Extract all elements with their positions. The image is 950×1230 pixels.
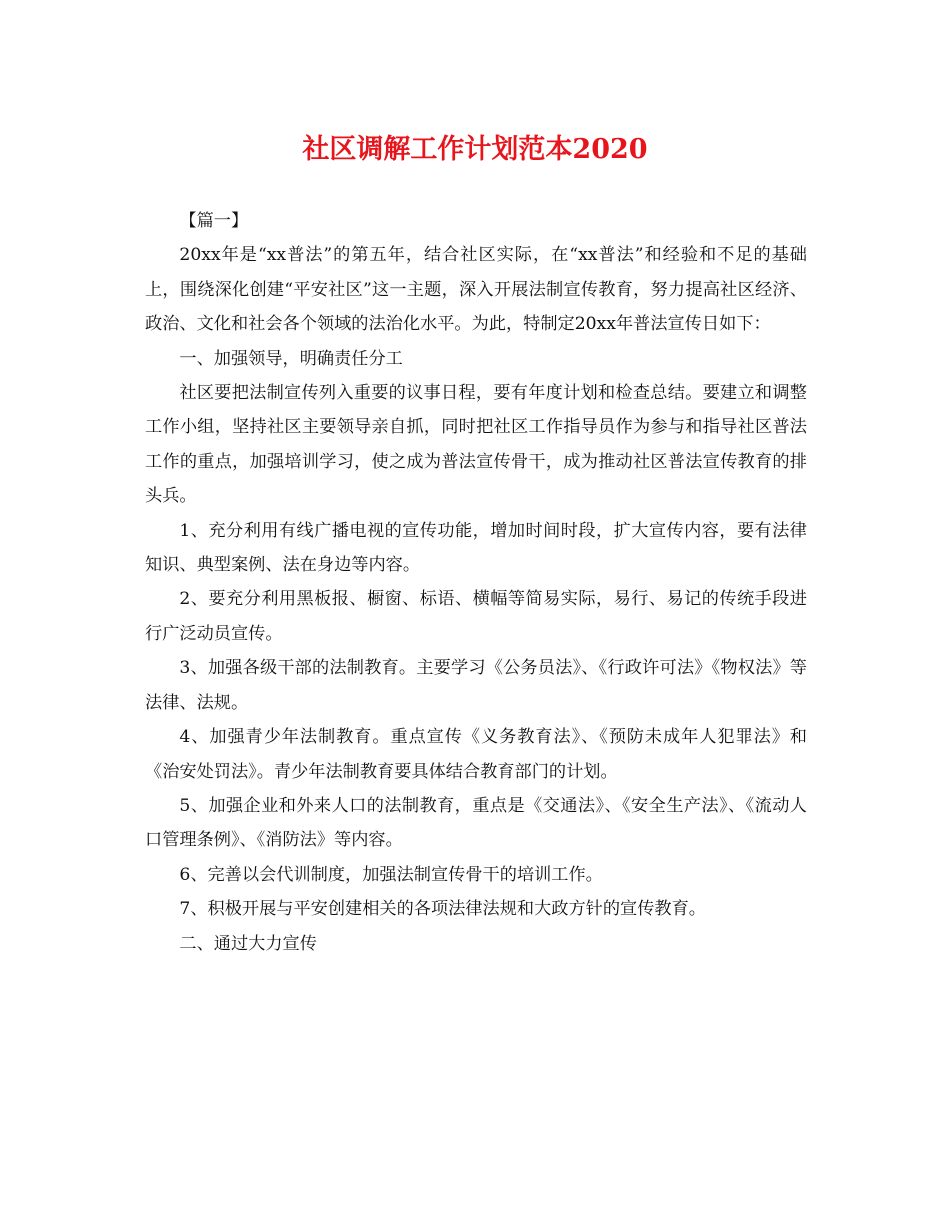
intro-paragraph: 20xx年是“xx普法”的第五年，结合社区实际，在“xx普法”和经验和不足的基础上，围绕深化创建“平安社区”这一主题，深入开展法制宣传教育，努力提高社区经济、政治、文化和社会各个领域的法治化水平。为此，特制定20xx年普法宣传日如下： xyxy=(145,245,807,335)
section-heading-1: 一、加强领导，明确责任分工 xyxy=(179,348,403,369)
list-item-1: 1、充分利用有线广播电视的宣传功能，增加时间时段，扩大宣传内容，要有法律知识、典型案例、法在身边等内容。 xyxy=(145,520,807,576)
list-item-6: 6、完善以会代训制度，加强法制宣传骨干的培训工作。 xyxy=(179,864,603,885)
list-item-5: 5、加强企业和外来人口的法制教育，重点是《交通法》、《安全生产法》、《流动人口管理条例》、《消防法》等内容。 xyxy=(145,795,807,851)
list-item-3: 3、加强各级干部的法制教育。主要学习《公务员法》、《行政许可法》《物权法》等法律、法规。 xyxy=(145,658,807,713)
section-heading-2: 二、通过大力宣传 xyxy=(179,933,317,954)
list-item-2: 2、要充分利用黑板报、橱窗、标语、横幅等简易实际，易行、易记的传统手段进行广泛动员宣传。 xyxy=(145,589,807,644)
list-item-7: 7、积极开展与平安创建相关的各项法律法规和大政方针的宣传教育。 xyxy=(179,899,706,920)
section-label: 【篇一】 xyxy=(179,211,249,231)
document-title: 社区调解工作计划范本2020 xyxy=(302,134,648,165)
list-item-4: 4、加强青少年法制教育。重点宣传《义务教育法》、《预防未成年人犯罪法》和《治安处罚法》。青少年法制教育要具体结合教育部门的计划。 xyxy=(145,727,807,782)
body-paragraph: 社区要把法制宣传列入重要的议事日程，要有年度计划和检查总结。要建立和调整工作小组，坚持社区主要领导亲自抓，同时把社区工作指导员作为参与和指导社区普法工作的重点，加强培训学习，使之成为普法宣传骨干，成为推动社区普法宣传教育的排头兵。 xyxy=(145,383,807,507)
document-body xyxy=(145,204,807,961)
